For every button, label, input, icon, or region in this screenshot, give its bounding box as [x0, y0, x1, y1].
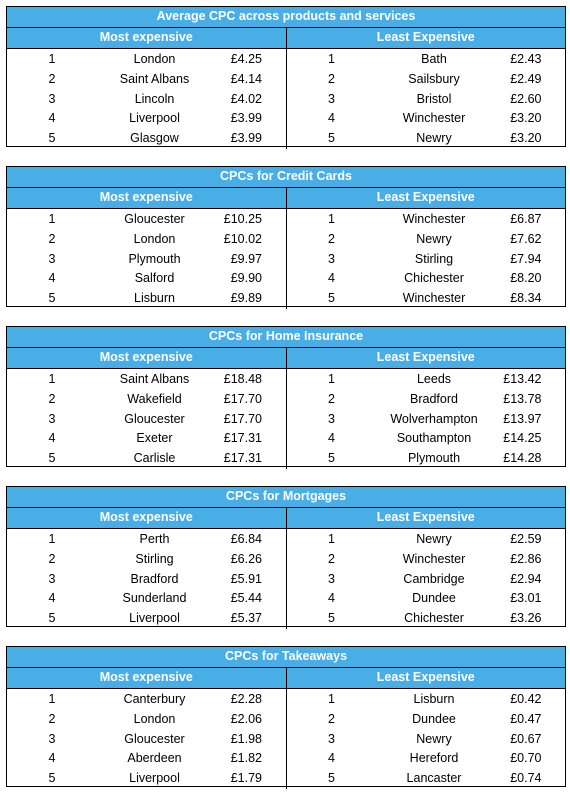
- city-cell: Lisburn: [413, 692, 455, 706]
- table-row: [7, 730, 286, 750]
- cpc-cell: £1.98: [230, 731, 262, 746]
- rank-cell: 3: [48, 251, 56, 266]
- city-cell: Chichester: [404, 611, 464, 625]
- least-expensive-column: [286, 529, 566, 629]
- cpc-table: [6, 486, 566, 627]
- city-cell: Glasgow: [130, 131, 179, 145]
- rank-cell: 5: [328, 771, 335, 785]
- table-row: [287, 429, 566, 449]
- rank-cell: 4: [328, 751, 335, 766]
- table-row: [287, 769, 566, 789]
- cpc-cell: £0.74: [510, 771, 542, 785]
- most-expensive-header: Most expensive: [7, 28, 286, 48]
- table-row: [7, 690, 286, 710]
- cpc-cell: £6.87: [510, 212, 542, 226]
- column-headers: [7, 188, 565, 209]
- city-cell: Exeter: [136, 431, 173, 446]
- table-row: [287, 749, 566, 769]
- rank-cell: 3: [328, 571, 335, 586]
- table-title: CPCs for Takeaways: [7, 647, 565, 668]
- rank-cell: 1: [48, 532, 56, 546]
- cpc-cell: £3.20: [510, 111, 542, 126]
- rank-cell: 4: [48, 591, 56, 606]
- cpc-cell: £3.20: [510, 131, 542, 145]
- cpc-cell: £10.02: [223, 231, 262, 246]
- most-expensive-header: Most expensive: [7, 508, 286, 528]
- table-row: [7, 449, 286, 469]
- most-expensive-column: [7, 209, 286, 309]
- column-headers: [7, 508, 565, 529]
- table-row: [7, 589, 286, 609]
- city-cell: Canterbury: [123, 692, 186, 706]
- least-expensive-header: Least Expensive: [286, 508, 566, 528]
- rank-cell: 3: [48, 411, 56, 426]
- cpc-cell: £8.34: [510, 291, 542, 305]
- rank-cell: 2: [48, 71, 56, 86]
- city-cell: Plymouth: [407, 451, 461, 465]
- city-cell: Bradford: [410, 391, 458, 406]
- rank-cell: 2: [48, 711, 56, 726]
- rank-cell: 5: [48, 771, 56, 785]
- table-row: [7, 429, 286, 449]
- city-cell: Wakefield: [127, 391, 182, 406]
- cpc-cell: £6.26: [230, 551, 262, 566]
- cpc-table: [6, 6, 566, 147]
- cpc-cell: £17.31: [223, 431, 262, 446]
- table-row: [7, 289, 286, 309]
- city-cell: Bath: [421, 52, 447, 66]
- table-row: [7, 609, 286, 629]
- table-row: [287, 449, 566, 469]
- table-row: [7, 370, 286, 390]
- cpc-cell: £8.20: [510, 271, 542, 286]
- cpc-cell: £2.59: [510, 532, 542, 546]
- table-row: [287, 269, 566, 289]
- city-cell: Winchester: [402, 551, 466, 566]
- city-cell: Liverpool: [129, 771, 180, 785]
- table-row: [287, 710, 566, 730]
- table-row: [287, 609, 566, 629]
- table-body: [7, 49, 565, 149]
- rank-cell: 5: [328, 291, 335, 305]
- table-row: [7, 90, 286, 110]
- least-expensive-header: Least Expensive: [286, 668, 566, 688]
- cpc-table: [6, 166, 566, 307]
- table-row: [7, 410, 286, 430]
- cpc-cell: £7.94: [510, 251, 542, 266]
- most-expensive-column: [7, 689, 286, 789]
- table-row: [287, 730, 566, 750]
- table-row: [287, 530, 566, 550]
- city-cell: London: [133, 711, 176, 726]
- cpc-cell: £5.91: [230, 571, 262, 586]
- table-body: [7, 209, 565, 309]
- table-row: [287, 210, 566, 230]
- cpc-cell: £2.60: [510, 91, 542, 106]
- least-expensive-header: Least Expensive: [286, 348, 566, 368]
- city-cell: Bradford: [130, 571, 179, 586]
- table-row: [287, 129, 566, 149]
- rank-cell: 5: [48, 611, 56, 625]
- table-row: [7, 550, 286, 570]
- city-cell: Stirling: [414, 251, 454, 266]
- least-expensive-column: [286, 49, 566, 149]
- cpc-cell: £2.43: [510, 52, 542, 66]
- city-cell: Hereford: [409, 751, 459, 766]
- column-headers: [7, 668, 565, 689]
- table-row: [7, 129, 286, 149]
- rank-cell: 2: [328, 551, 335, 566]
- least-expensive-column: [286, 369, 566, 469]
- city-cell: Perth: [139, 532, 170, 546]
- table-row: [7, 269, 286, 289]
- cpc-cell: £0.47: [510, 711, 542, 726]
- most-expensive-header: Most expensive: [7, 188, 286, 208]
- rank-cell: 1: [48, 372, 56, 386]
- rank-cell: 2: [328, 391, 335, 406]
- rank-cell: 5: [328, 131, 335, 145]
- table-title: Average CPC across products and services: [7, 7, 565, 28]
- city-cell: Winchester: [402, 212, 466, 226]
- table-row: [287, 370, 566, 390]
- cpc-cell: £17.31: [223, 451, 262, 465]
- most-expensive-column: [7, 529, 286, 629]
- most-expensive-header: Most expensive: [7, 668, 286, 688]
- table-row: [7, 390, 286, 410]
- least-expensive-column: [286, 689, 566, 789]
- rank-cell: 4: [48, 111, 56, 126]
- city-cell: Gloucester: [124, 212, 185, 226]
- cpc-cell: £9.97: [230, 251, 262, 266]
- cpc-cell: £3.01: [510, 591, 542, 606]
- table-row: [287, 570, 566, 590]
- table-row: [7, 769, 286, 789]
- rank-cell: 2: [48, 231, 56, 246]
- rank-cell: 3: [328, 411, 335, 426]
- rank-cell: 4: [48, 431, 56, 446]
- table-row: [287, 550, 566, 570]
- cpc-cell: £5.44: [230, 591, 262, 606]
- column-headers: [7, 348, 565, 369]
- city-cell: Winchester: [402, 111, 466, 126]
- rank-cell: 2: [328, 231, 335, 246]
- cpc-table: [6, 646, 566, 787]
- city-cell: Aberdeen: [127, 751, 182, 766]
- city-cell: Winchester: [402, 291, 466, 305]
- table-row: [7, 710, 286, 730]
- rank-cell: 1: [328, 532, 335, 546]
- table-row: [7, 210, 286, 230]
- rank-cell: 4: [328, 431, 335, 446]
- rank-cell: 3: [328, 731, 335, 746]
- city-cell: Lisburn: [134, 291, 175, 305]
- table-row: [287, 70, 566, 90]
- city-cell: Newry: [416, 131, 452, 145]
- cpc-cell: £0.42: [510, 692, 542, 706]
- cpc-cell: £4.02: [230, 91, 262, 106]
- table-row: [287, 50, 566, 70]
- city-cell: Lincoln: [134, 91, 175, 106]
- cpc-cell: £14.28: [503, 451, 542, 465]
- city-cell: London: [133, 52, 176, 66]
- rank-cell: 3: [328, 91, 335, 106]
- most-expensive-header: Most expensive: [7, 348, 286, 368]
- rank-cell: 5: [328, 451, 335, 465]
- rank-cell: 1: [328, 52, 335, 66]
- rank-cell: 2: [328, 711, 335, 726]
- table-row: [7, 530, 286, 550]
- cpc-cell: £3.99: [230, 131, 262, 145]
- table-row: [7, 230, 286, 250]
- rank-cell: 4: [328, 271, 335, 286]
- column-headers: [7, 28, 565, 49]
- rank-cell: 1: [328, 692, 335, 706]
- city-cell: Liverpool: [129, 611, 180, 625]
- cpc-cell: £2.06: [230, 711, 262, 726]
- cpc-cell: £2.49: [510, 71, 542, 86]
- table-body: [7, 689, 565, 789]
- cpc-cell: £4.25: [230, 52, 262, 66]
- cpc-cell: £2.28: [230, 692, 262, 706]
- rank-cell: 1: [328, 212, 335, 226]
- rank-cell: 5: [48, 451, 56, 465]
- rank-cell: 2: [48, 551, 56, 566]
- table-row: [287, 390, 566, 410]
- cpc-cell: £17.70: [223, 391, 262, 406]
- table-row: [287, 230, 566, 250]
- table-row: [7, 749, 286, 769]
- city-cell: Leeds: [416, 372, 452, 386]
- city-cell: Chichester: [404, 271, 464, 286]
- city-cell: Southampton: [396, 431, 472, 446]
- cpc-cell: £2.86: [510, 551, 542, 566]
- table-title: CPCs for Mortgages: [7, 487, 565, 508]
- table-row: [287, 690, 566, 710]
- table-row: [7, 50, 286, 70]
- rank-cell: 1: [328, 372, 335, 386]
- rank-cell: 3: [48, 91, 56, 106]
- city-cell: Dundee: [412, 591, 456, 606]
- city-cell: Bristol: [416, 91, 452, 106]
- city-cell: Gloucester: [124, 731, 185, 746]
- cpc-cell: £1.82: [230, 751, 262, 766]
- cpc-cell: £13.78: [503, 391, 542, 406]
- city-cell: Sunderland: [122, 591, 187, 606]
- rank-cell: 5: [48, 131, 56, 145]
- cpc-cell: £0.67: [510, 731, 542, 746]
- cpc-cell: £3.26: [510, 611, 542, 625]
- city-cell: Stirling: [135, 551, 174, 566]
- city-cell: Newry: [416, 231, 452, 246]
- rank-cell: 4: [48, 751, 56, 766]
- cpc-cell: £1.79: [230, 771, 262, 785]
- cpc-cell: £9.90: [230, 271, 262, 286]
- city-cell: London: [133, 231, 176, 246]
- city-cell: Gloucester: [124, 411, 185, 426]
- city-cell: Salford: [134, 271, 175, 286]
- rank-cell: 2: [328, 71, 335, 86]
- table-row: [287, 109, 566, 129]
- rank-cell: 3: [48, 731, 56, 746]
- rank-cell: 4: [328, 591, 335, 606]
- rank-cell: 1: [48, 52, 56, 66]
- rank-cell: 5: [48, 291, 56, 305]
- least-expensive-header: Least Expensive: [286, 188, 566, 208]
- table-row: [7, 109, 286, 129]
- cpc-cell: £5.37: [230, 611, 262, 625]
- table-row: [287, 410, 566, 430]
- table-title: CPCs for Home Insurance: [7, 327, 565, 348]
- city-cell: Wolverhampton: [390, 411, 478, 426]
- cpc-cell: £9.89: [230, 291, 262, 305]
- cpc-cell: £10.25: [223, 212, 262, 226]
- table-row: [287, 589, 566, 609]
- rank-cell: 2: [48, 391, 56, 406]
- rank-cell: 3: [48, 571, 56, 586]
- table-row: [287, 250, 566, 270]
- city-cell: Newry: [416, 731, 452, 746]
- cpc-cell: £3.99: [230, 111, 262, 126]
- cpc-cell: £0.70: [510, 751, 542, 766]
- table-body: [7, 369, 565, 469]
- most-expensive-column: [7, 49, 286, 149]
- cpc-cell: £13.42: [503, 372, 542, 386]
- rank-cell: 3: [328, 251, 335, 266]
- city-cell: Sailsbury: [408, 71, 460, 86]
- table-row: [287, 289, 566, 309]
- cpc-cell: £2.94: [510, 571, 542, 586]
- least-expensive-header: Least Expensive: [286, 28, 566, 48]
- table-title: CPCs for Credit Cards: [7, 167, 565, 188]
- rank-cell: 1: [48, 212, 56, 226]
- cpc-table: [6, 326, 566, 467]
- city-cell: Liverpool: [129, 111, 180, 126]
- city-cell: Dundee: [412, 711, 456, 726]
- most-expensive-column: [7, 369, 286, 469]
- cpc-cell: £13.97: [503, 411, 542, 426]
- rank-cell: 4: [328, 111, 335, 126]
- rank-cell: 1: [48, 692, 56, 706]
- city-cell: Saint Albans: [119, 372, 190, 386]
- city-cell: Cambridge: [403, 571, 465, 586]
- table-row: [7, 570, 286, 590]
- table-row: [7, 70, 286, 90]
- cpc-cell: £14.25: [503, 431, 542, 446]
- city-cell: Saint Albans: [119, 71, 190, 86]
- city-cell: Carlisle: [133, 451, 176, 465]
- city-cell: Newry: [416, 532, 452, 546]
- cpc-cell: £17.70: [223, 411, 262, 426]
- least-expensive-column: [286, 209, 566, 309]
- cpc-cell: £18.48: [223, 372, 262, 386]
- table-row: [287, 90, 566, 110]
- table-row: [7, 250, 286, 270]
- cpc-cell: £7.62: [510, 231, 542, 246]
- city-cell: Plymouth: [128, 251, 181, 266]
- cpc-cell: £4.14: [230, 71, 262, 86]
- rank-cell: 5: [328, 611, 335, 625]
- cpc-cell: £6.84: [230, 532, 262, 546]
- rank-cell: 4: [48, 271, 56, 286]
- city-cell: Lancaster: [406, 771, 462, 785]
- table-body: [7, 529, 565, 629]
